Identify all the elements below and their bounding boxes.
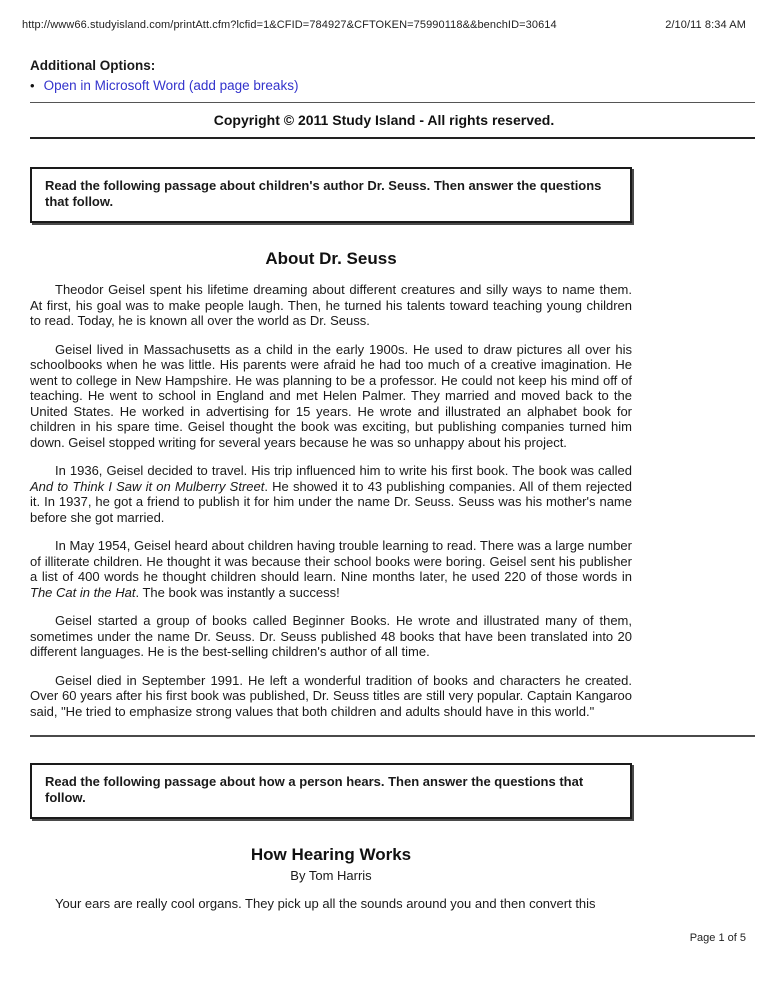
- paragraph-text: Your ears are really cool organs. They pick up all the sounds around you and then convert this: [55, 896, 596, 911]
- passage1-title: About Dr. Seuss: [265, 249, 397, 268]
- paragraph-text: In May 1954, Geisel heard about children having trouble learning to read. There was a large number of illiterate children. He thought it was because their school books were boring. Geisel sent his publisher a list of 400 words he thought children should learn. Nine months later, he used 220 of those words in: [30, 538, 632, 584]
- document-content-column-2: [30, 763, 632, 912]
- book-title-italic: The Cat in the Hat: [30, 584, 136, 600]
- copyright-line: Copyright © 2011 Study Island - All rights reserved.: [213, 112, 555, 128]
- browser-print-header: [0, 0, 768, 31]
- divider-between-passages: [30, 735, 755, 737]
- passage-paragraph: [30, 896, 632, 912]
- open-in-word-list-item: [30, 78, 768, 93]
- page-number-indicator: Page 1 of 5: [689, 932, 746, 944]
- paragraph-text: Geisel lived in Massachusetts as a child in the early 1900s. He used to draw pictures all over his schoolbooks when he was little. His parents were afraid he had too much of a creative imagination. He went to college in New Hampshire. He was planning to be a professor. He could not keep his mind off of teaching. He went to school in England and met Helen Palmer. They married and moved back to the United States. He worked in advertising for 15 years. He wrote and illustrated an alphabet book for children in his spare time. Geisel thought the book was exciting, but publishing companies turned him down. Geisel stopped writing for several years because he was so unhappy about his project.: [30, 341, 632, 450]
- divider-above-copyright: [30, 102, 755, 103]
- print-timestamp: 2/10/11 8:34 AM: [665, 19, 746, 31]
- passage-paragraph: [30, 613, 632, 660]
- paragraph-text: . He showed it to 43 publishing companies. All of them rejected it. In 1937, he got a friend to publish it for him under the name Dr. Seuss. Seuss was his mother's name before she got married.: [30, 478, 632, 525]
- paragraph-text: Geisel started a group of books called Beginner Books. He wrote and illustrated many of them, sometimes under the name Dr. Seuss. Dr. Seuss published 48 books that have been translated into 20 different languages. He is the best-selling children's author of all time.: [30, 613, 632, 659]
- passage-paragraph: [30, 673, 632, 720]
- additional-options-heading: Additional Options:: [30, 58, 156, 73]
- passage2-body: [30, 896, 632, 912]
- divider-below-copyright: [30, 137, 755, 139]
- paragraph-text: Geisel died in September 1991. He left a wonderful tradition of books and characters he created. Over 60 years after his first book was published, Dr. Seuss titles are still very popular. Captain Kangaroo said, "He tried to emphasize strong values that both children and adults should have in this world.": [30, 672, 632, 719]
- passage2-instruction-text: Read the following passage about how a person hears. Then answer the questions that follow.: [45, 774, 584, 805]
- passage2-byline: By Tom Harris: [290, 868, 372, 883]
- paragraph-text: In 1936, Geisel decided to travel. His trip influenced him to write his first book. The book was called: [55, 463, 632, 478]
- print-url: http://www66.studyisland.com/printAtt.cfm?lcfid=1&CFID=784927&CFTOKEN=75990118&&benchID=30614: [22, 19, 557, 31]
- paragraph-text: Theodor Geisel spent his lifetime dreaming about different creatures and silly ways to name them. At first, his goal was to make people laugh. Then, he turned his talents toward teaching young children to read. Today, he is known all over the world as Dr. Seuss.: [30, 282, 632, 328]
- book-title-italic: And to Think I Saw it on Mulberry Street: [30, 478, 265, 494]
- passage2-instruction-box: [30, 763, 632, 819]
- additional-options-block: [30, 58, 768, 93]
- passage1-instruction-box: [30, 167, 632, 223]
- passage-paragraph: [30, 342, 632, 451]
- passage-paragraph: [30, 538, 632, 600]
- bullet-icon: •: [30, 78, 35, 93]
- paragraph-text: . The book was instantly a success!: [135, 584, 340, 600]
- passage2-title: How Hearing Works: [250, 845, 412, 864]
- passage1-instruction-text: Read the following passage about children's author Dr. Seuss. Then answer the questions that follow.: [45, 178, 602, 209]
- passage1-body: [30, 282, 632, 719]
- document-content-column: [30, 167, 632, 719]
- passage-paragraph: [30, 463, 632, 525]
- passage-paragraph: [30, 282, 632, 329]
- open-in-word-link[interactable]: Open in Microsoft Word (add page breaks): [43, 78, 299, 93]
